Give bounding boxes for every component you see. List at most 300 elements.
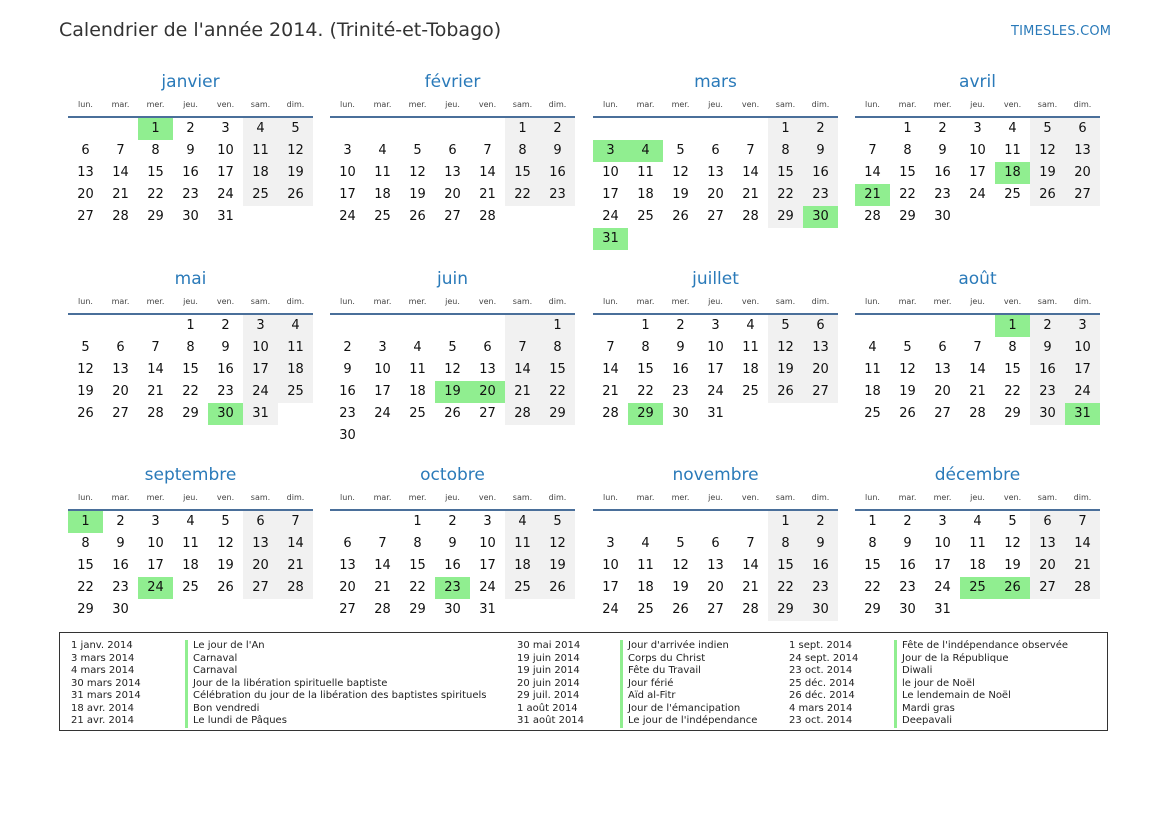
empty-cell [505, 315, 540, 337]
day-cell: 6 [711, 536, 720, 551]
day-cell: 11 [637, 558, 654, 573]
empty-cell [1065, 599, 1100, 621]
holiday-day-cell: 25 [960, 577, 995, 599]
day-cell: 13 [444, 165, 461, 180]
day-cell: 15 [182, 362, 199, 377]
day-cell: 12 [899, 362, 916, 377]
day-cell: 21 [742, 580, 759, 595]
day-cell: 12 [540, 533, 575, 555]
weekday-label: dim. [811, 297, 830, 306]
day-cell: 27 [339, 602, 356, 617]
day-cell: 11 [182, 536, 199, 551]
weekday-label: jeu. [445, 100, 460, 109]
holiday-day-cell: 18 [995, 162, 1030, 184]
day-cell: 20 [77, 187, 94, 202]
weekday-label: jeu. [970, 297, 985, 306]
day-cell: 11 [742, 340, 759, 355]
day-cell: 23 [540, 184, 575, 206]
day-cell: 9 [803, 533, 838, 555]
month-name: avril [959, 72, 996, 92]
day-cell: 12 [278, 140, 313, 162]
day-cell: 5 [676, 536, 685, 551]
weekday-label: dim. [1073, 100, 1092, 109]
weekday-header [68, 293, 313, 315]
day-cell: 27 [1065, 184, 1100, 206]
empty-cell [1065, 206, 1100, 228]
month-4 [68, 267, 313, 425]
day-cell: 1 [903, 121, 912, 136]
day-cell: 1 [413, 514, 422, 529]
empty-cell [733, 403, 768, 425]
day-cell: 26 [77, 406, 94, 421]
day-cell: 10 [374, 362, 391, 377]
day-cell: 17 [217, 165, 234, 180]
day-cell: 23 [934, 187, 951, 202]
weekday-label: mer. [933, 493, 952, 502]
empty-cell [243, 599, 278, 621]
day-cell: 29 [899, 209, 916, 224]
legend-date: 23 oct. 2014 [789, 665, 853, 676]
day-cell: 4 [243, 118, 278, 140]
weekday-label: sam. [775, 493, 796, 502]
legend-name: Célébration du jour de la libération des baptistes spirituels [193, 690, 487, 701]
day-cell: 21 [742, 187, 759, 202]
empty-cell [68, 118, 103, 140]
empty-cell [540, 425, 575, 447]
legend-name: Jour de la République [902, 652, 1009, 664]
day-cell: 31 [934, 602, 951, 617]
day-cell: 4 [746, 318, 755, 333]
weekday-label: ven. [1003, 493, 1022, 502]
weekday-label: dim. [548, 297, 567, 306]
day-cell: 9 [903, 536, 912, 551]
day-cell: 31 [707, 406, 724, 421]
weekday-label: sam. [250, 297, 271, 306]
day-cell: 5 [676, 143, 685, 158]
day-cell: 26 [409, 209, 426, 224]
empty-cell [698, 228, 733, 250]
legend-date: 31 août 2014 [517, 715, 585, 726]
holiday-day-cell: 4 [628, 140, 663, 162]
weekday-label: mer. [933, 297, 952, 306]
day-cell: 11 [278, 337, 313, 359]
day-cell: 16 [339, 384, 356, 399]
weekday-label: ven. [1003, 297, 1022, 306]
day-cell: 20 [444, 187, 461, 202]
day-cell: 29 [147, 209, 164, 224]
day-cell: 24 [374, 406, 391, 421]
day-cell: 10 [217, 143, 234, 158]
day-cell: 7 [116, 143, 125, 158]
day-cell: 18 [637, 187, 654, 202]
day-cell: 15 [864, 558, 881, 573]
legend-date: 29 juil. 2014 [517, 690, 580, 701]
weekday-label: mar. [111, 100, 130, 109]
day-cell: 21 [479, 187, 496, 202]
day-cell: 8 [505, 140, 540, 162]
day-cell: 9 [116, 536, 125, 551]
day-cell: 25 [278, 381, 313, 403]
day-cell: 15 [899, 165, 916, 180]
day-cell: 19 [540, 555, 575, 577]
day-cell: 7 [746, 143, 755, 158]
day-cell: 26 [1030, 184, 1065, 206]
legend-date: 20 juin 2014 [517, 677, 580, 689]
legend-names-3 [894, 640, 1068, 728]
day-cell: 8 [903, 143, 912, 158]
day-cell: 7 [973, 340, 982, 355]
day-cell: 4 [186, 514, 195, 529]
day-cell: 9 [540, 140, 575, 162]
day-cell: 23 [899, 580, 916, 595]
day-cell: 13 [1030, 533, 1065, 555]
legend-name: Deepavali [902, 715, 953, 726]
empty-cell [593, 315, 628, 337]
empty-cell [365, 425, 400, 447]
day-cell: 22 [182, 384, 199, 399]
day-cell: 28 [374, 602, 391, 617]
day-cell: 8 [81, 536, 90, 551]
weekday-label: mar. [111, 297, 130, 306]
day-cell: 22 [505, 184, 540, 206]
weekday-header [855, 96, 1100, 118]
day-cell: 25 [1004, 187, 1021, 202]
legend-name: Mardi gras [902, 702, 955, 714]
weekday-label: lun. [865, 493, 880, 502]
day-cell: 14 [969, 362, 986, 377]
weekday-label: jeu. [445, 297, 460, 306]
weekday-label: lun. [340, 100, 355, 109]
day-cell: 5 [768, 315, 803, 337]
month-10 [593, 463, 838, 621]
month-name: mai [174, 269, 207, 289]
day-cell: 9 [186, 143, 195, 158]
empty-cell [960, 206, 995, 228]
day-cell: 14 [479, 165, 496, 180]
day-cell: 24 [602, 209, 619, 224]
day-cell: 14 [742, 165, 759, 180]
day-cell: 17 [602, 580, 619, 595]
day-cell: 24 [339, 209, 356, 224]
weekday-label: jeu. [183, 297, 198, 306]
weekday-label: dim. [548, 493, 567, 502]
day-cell: 27 [243, 577, 278, 599]
day-cell: 19 [217, 558, 234, 573]
weekday-label: dim. [1073, 297, 1092, 306]
day-grid [330, 118, 575, 228]
day-cell: 4 [505, 511, 540, 533]
day-cell: 21 [1065, 555, 1100, 577]
legend-name: Fête du Travail [628, 665, 701, 676]
month-name: août [958, 269, 997, 289]
day-grid [855, 315, 1100, 425]
month-0 [68, 70, 313, 228]
empty-cell [505, 206, 540, 228]
legend-date: 1 août 2014 [517, 702, 578, 714]
holiday-day-cell: 24 [138, 577, 173, 599]
month-11 [855, 463, 1100, 621]
empty-cell [733, 118, 768, 140]
day-cell: 27 [112, 406, 129, 421]
weekday-label: lun. [340, 297, 355, 306]
day-cell: 7 [746, 536, 755, 551]
day-cell: 11 [969, 536, 986, 551]
day-cell: 14 [278, 533, 313, 555]
day-cell: 4 [868, 340, 877, 355]
weekday-label: mar. [111, 493, 130, 502]
holiday-day-cell: 23 [435, 577, 470, 599]
weekday-label: mar. [373, 297, 392, 306]
empty-cell [138, 599, 173, 621]
month-9 [330, 463, 575, 621]
day-cell: 25 [409, 406, 426, 421]
day-cell: 28 [969, 406, 986, 421]
day-cell: 20 [707, 187, 724, 202]
legend-name: Carnaval [193, 652, 238, 664]
empty-cell [663, 511, 698, 533]
holiday-day-cell: 29 [628, 403, 663, 425]
day-cell: 17 [707, 362, 724, 377]
weekday-label: lun. [603, 493, 618, 502]
month-6 [593, 267, 838, 425]
day-cell: 3 [1065, 315, 1100, 337]
empty-cell [698, 511, 733, 533]
day-cell: 22 [637, 384, 654, 399]
day-cell: 29 [77, 602, 94, 617]
day-cell: 18 [182, 558, 199, 573]
weekday-label: mer. [146, 100, 165, 109]
day-cell: 16 [182, 165, 199, 180]
empty-cell [803, 228, 838, 250]
day-cell: 26 [444, 406, 461, 421]
day-cell: 2 [221, 318, 230, 333]
day-cell: 13 [77, 165, 94, 180]
weekday-label: lun. [78, 297, 93, 306]
day-cell: 7 [505, 337, 540, 359]
day-cell: 22 [540, 381, 575, 403]
day-cell: 7 [151, 340, 160, 355]
month-name: janvier [161, 72, 220, 92]
day-cell: 12 [768, 337, 803, 359]
day-cell: 22 [768, 577, 803, 599]
empty-cell [995, 599, 1030, 621]
day-cell: 13 [707, 558, 724, 573]
day-cell: 10 [602, 165, 619, 180]
weekday-header [855, 489, 1100, 511]
day-cell: 25 [374, 209, 391, 224]
day-cell: 10 [602, 558, 619, 573]
empty-cell [470, 118, 505, 140]
day-cell: 15 [77, 558, 94, 573]
empty-cell [400, 425, 435, 447]
day-cell: 27 [803, 381, 838, 403]
weekday-label: jeu. [708, 493, 723, 502]
weekday-header [593, 96, 838, 118]
brand-link[interactable]: TIMESLES.COM [1011, 24, 1112, 39]
day-cell: 21 [969, 384, 986, 399]
weekday-label: sam. [512, 297, 533, 306]
day-cell: 9 [343, 362, 352, 377]
day-cell: 1 [768, 118, 803, 140]
weekday-header [68, 489, 313, 511]
day-cell: 31 [479, 602, 496, 617]
legend-name: le jour de Noël [902, 677, 975, 689]
day-cell: 24 [243, 381, 278, 403]
holiday-day-cell: 1 [995, 315, 1030, 337]
day-cell: 13 [934, 362, 951, 377]
day-cell: 6 [803, 315, 838, 337]
day-grid [593, 511, 838, 621]
weekday-label: jeu. [708, 100, 723, 109]
weekday-header [593, 489, 838, 511]
day-cell: 4 [973, 514, 982, 529]
day-cell: 20 [112, 384, 129, 399]
weekday-label: mar. [636, 297, 655, 306]
weekday-label: mer. [408, 297, 427, 306]
day-cell: 5 [278, 118, 313, 140]
empty-cell [925, 315, 960, 337]
empty-cell [960, 599, 995, 621]
day-cell: 19 [672, 580, 689, 595]
day-cell: 27 [77, 209, 94, 224]
day-cell: 29 [864, 602, 881, 617]
day-cell: 11 [1004, 143, 1021, 158]
day-cell: 5 [413, 143, 422, 158]
day-cell: 3 [378, 340, 387, 355]
empty-cell [103, 315, 138, 337]
day-cell: 23 [217, 384, 234, 399]
legend-date: 24 sept. 2014 [789, 652, 859, 664]
day-cell: 25 [637, 209, 654, 224]
legend-date: 3 mars 2014 [71, 652, 135, 664]
weekday-label: sam. [250, 493, 271, 502]
weekday-label: lun. [865, 297, 880, 306]
month-name: décembre [934, 465, 1021, 485]
day-cell: 23 [803, 577, 838, 599]
day-cell: 23 [182, 187, 199, 202]
empty-cell [470, 315, 505, 337]
month-1 [330, 70, 575, 228]
day-cell: 27 [934, 406, 951, 421]
day-cell: 26 [540, 577, 575, 599]
day-cell: 20 [243, 555, 278, 577]
day-cell: 21 [374, 580, 391, 595]
day-cell: 15 [768, 555, 803, 577]
legend-name: Jour de la libération spirituelle baptiste [193, 677, 388, 689]
day-cell: 20 [707, 580, 724, 595]
weekday-label: mer. [408, 493, 427, 502]
weekday-label: sam. [1037, 297, 1058, 306]
day-cell: 8 [868, 536, 877, 551]
holiday-day-cell: 30 [803, 206, 838, 228]
month-name: septembre [144, 465, 237, 485]
day-cell: 25 [864, 406, 881, 421]
day-cell: 21 [112, 187, 129, 202]
legend-names-1 [185, 640, 486, 728]
weekday-label: ven. [216, 493, 235, 502]
day-cell: 14 [505, 359, 540, 381]
day-cell: 8 [641, 340, 650, 355]
weekday-label: lun. [865, 100, 880, 109]
weekday-label: mer. [933, 100, 952, 109]
day-cell: 16 [217, 362, 234, 377]
day-cell: 5 [448, 340, 457, 355]
day-cell: 28 [505, 403, 540, 425]
day-cell: 8 [1008, 340, 1017, 355]
day-cell: 10 [243, 337, 278, 359]
empty-cell [628, 511, 663, 533]
day-cell: 4 [1008, 121, 1017, 136]
day-cell: 23 [112, 580, 129, 595]
weekday-label: dim. [286, 493, 305, 502]
day-cell: 3 [938, 514, 947, 529]
day-cell: 3 [151, 514, 160, 529]
day-cell: 4 [378, 143, 387, 158]
weekday-label: mar. [373, 493, 392, 502]
day-cell: 22 [77, 580, 94, 595]
day-cell: 19 [278, 162, 313, 184]
day-cell: 28 [602, 406, 619, 421]
day-cell: 29 [182, 406, 199, 421]
day-cell: 25 [742, 384, 759, 399]
day-cell: 6 [938, 340, 947, 355]
day-cell: 18 [742, 362, 759, 377]
holiday-day-cell: 21 [855, 184, 890, 206]
weekday-label: dim. [286, 100, 305, 109]
day-cell: 8 [768, 140, 803, 162]
legend-date: 4 mars 2014 [71, 665, 135, 676]
day-cell: 13 [1065, 140, 1100, 162]
weekday-label: dim. [811, 100, 830, 109]
day-cell: 30 [803, 599, 838, 621]
month-name: octobre [420, 465, 485, 485]
weekday-label: mer. [408, 100, 427, 109]
day-cell: 2 [676, 318, 685, 333]
weekday-header [330, 293, 575, 315]
day-cell: 26 [768, 381, 803, 403]
weekday-label: sam. [1037, 100, 1058, 109]
day-cell: 12 [1004, 536, 1021, 551]
day-cell: 16 [803, 162, 838, 184]
day-cell: 19 [1004, 558, 1021, 573]
weekday-label: mar. [898, 297, 917, 306]
empty-cell [663, 118, 698, 140]
month-5 [330, 267, 575, 447]
weekday-label: dim. [811, 493, 830, 502]
day-cell: 18 [505, 555, 540, 577]
legend-date: 21 avr. 2014 [71, 715, 134, 726]
weekday-label: mer. [671, 493, 690, 502]
day-cell: 27 [707, 209, 724, 224]
legend-date: 30 mai 2014 [517, 640, 581, 651]
day-cell: 6 [448, 143, 457, 158]
weekday-label: ven. [1003, 100, 1022, 109]
day-cell: 23 [339, 406, 356, 421]
weekday-label: jeu. [183, 100, 198, 109]
empty-cell [173, 599, 208, 621]
day-cell: 25 [505, 577, 540, 599]
day-cell: 3 [973, 121, 982, 136]
weekday-label: ven. [478, 493, 497, 502]
day-cell: 17 [147, 558, 164, 573]
weekday-label: mer. [671, 100, 690, 109]
day-cell: 30 [339, 428, 356, 443]
holiday-day-cell: 26 [995, 577, 1030, 599]
day-cell: 21 [505, 381, 540, 403]
empty-cell [68, 315, 103, 337]
month-name: février [424, 72, 481, 92]
day-cell: 30 [1030, 403, 1065, 425]
